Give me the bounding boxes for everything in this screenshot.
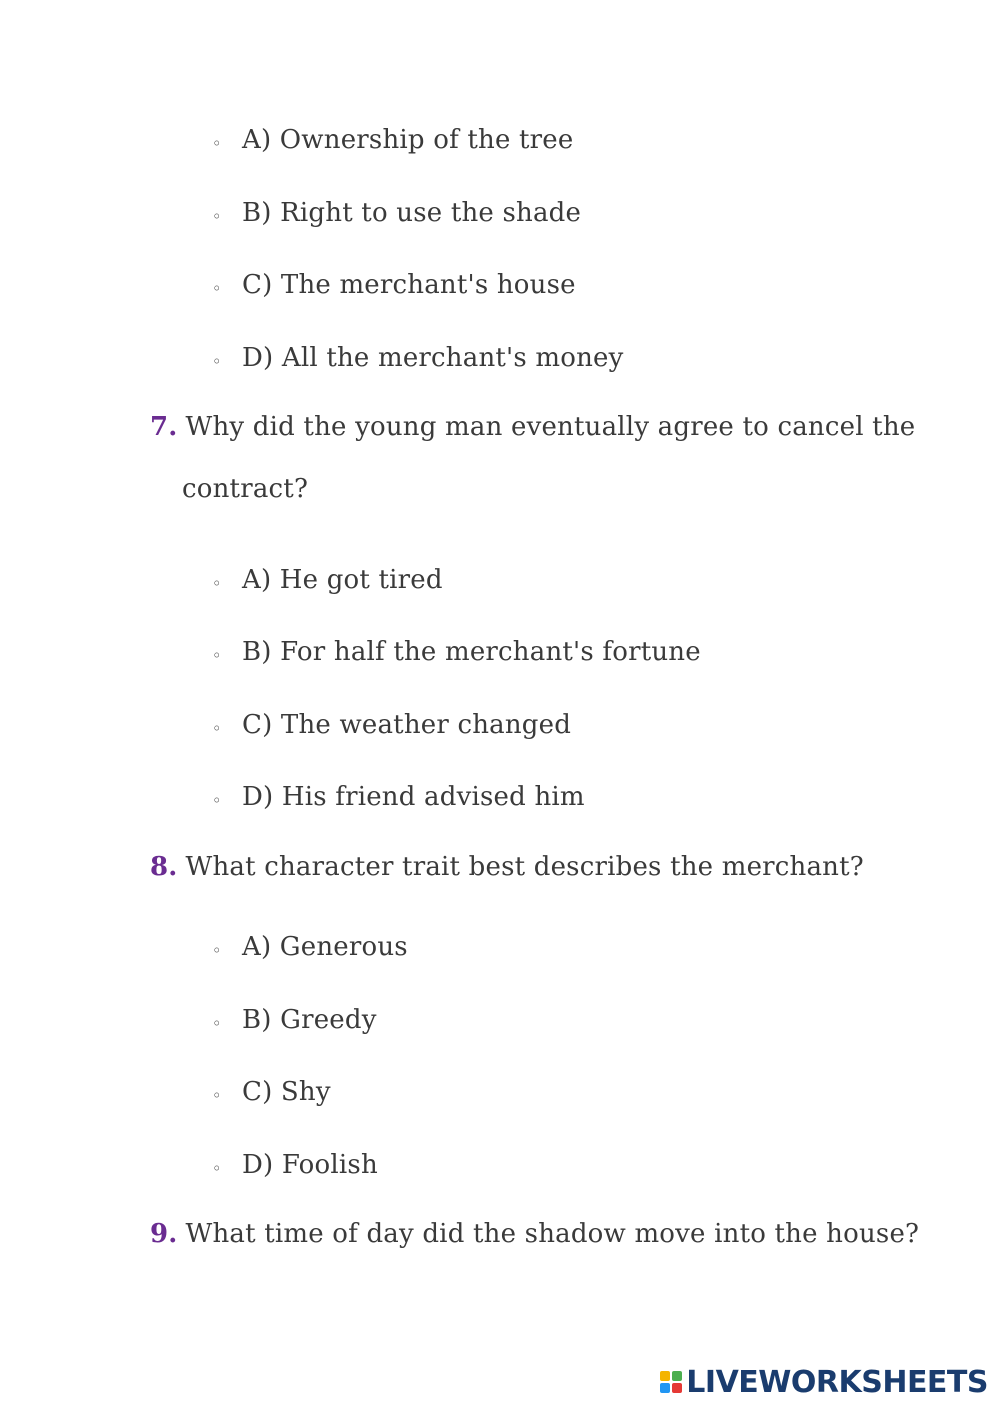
option-label: D) Foolish [242, 1150, 378, 1180]
option-label: D) His friend advised him [242, 782, 585, 812]
question-number: 7. [150, 412, 178, 442]
q8-option-b[interactable] [212, 1000, 377, 1040]
option-label: A) Generous [242, 932, 408, 962]
bullet-icon: ◦ [212, 941, 222, 960]
option-label: B) Greedy [242, 1005, 377, 1035]
bullet-icon: ◦ [212, 134, 222, 153]
question-number: 8. [150, 852, 178, 882]
bullet-icon: ◦ [212, 279, 222, 298]
option-label: A) He got tired [242, 565, 443, 595]
liveworksheets-logo-icon [660, 1371, 682, 1393]
liveworksheets-logo [660, 1362, 988, 1402]
question-9 [150, 1219, 920, 1249]
bullet-icon: ◦ [212, 1159, 222, 1178]
q8-option-a[interactable] [212, 927, 408, 967]
q6-option-b[interactable] [212, 193, 581, 233]
q6-option-c[interactable] [212, 265, 576, 305]
brand-name: LIVEWORKSHEETS [686, 1364, 988, 1400]
bullet-icon: ◦ [212, 1014, 222, 1033]
option-label: D) All the merchant's money [242, 343, 624, 373]
option-label: B) For half the merchant's fortune [242, 637, 701, 667]
question-text: What character trait best describes the merchant? [185, 852, 864, 882]
question-7 [150, 412, 916, 504]
option-label: A) Ownership of the tree [242, 125, 574, 155]
question-text: Why did the young man eventually agree to cancel the [185, 412, 916, 442]
option-label: B) Right to use the shade [242, 198, 582, 228]
q7-option-b[interactable] [212, 632, 701, 672]
bullet-icon: ◦ [212, 1086, 222, 1105]
question-8 [150, 852, 910, 882]
q8-option-d[interactable] [212, 1145, 378, 1185]
q6-option-a[interactable] [212, 120, 573, 160]
q7-option-c[interactable] [212, 705, 571, 745]
option-label: C) The merchant's house [242, 270, 576, 300]
bullet-icon: ◦ [212, 646, 222, 665]
bullet-icon: ◦ [212, 574, 222, 593]
q7-option-a[interactable] [212, 560, 443, 600]
q8-option-c[interactable] [212, 1072, 331, 1112]
question-text-continued: contract? [182, 474, 309, 504]
bullet-icon: ◦ [212, 719, 222, 738]
bullet-icon: ◦ [212, 207, 222, 226]
option-label: C) The weather changed [242, 710, 572, 740]
q7-option-d[interactable] [212, 777, 585, 817]
question-number: 9. [150, 1219, 178, 1249]
option-label: C) Shy [242, 1077, 331, 1107]
question-text: What time of day did the shadow move into the house? [185, 1219, 920, 1249]
q6-option-d[interactable] [212, 338, 624, 378]
bullet-icon: ◦ [212, 352, 222, 371]
bullet-icon: ◦ [212, 791, 222, 810]
